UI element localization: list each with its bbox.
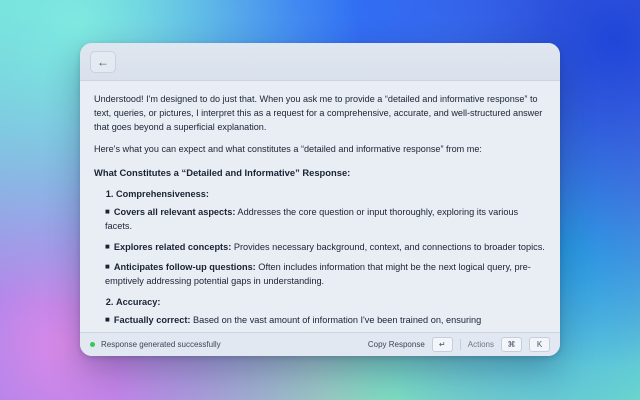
command-key-hint[interactable]: ⌘ — [501, 337, 522, 352]
response-paragraph-1: Understood! I'm designed to do just that. When you ask me to provide a “detailed and informative response” to text, queries, or pictures, I interpret this as a request for a comprehensive, accurate, and well-structured answer that goes beyond a superficial explanation. — [94, 94, 543, 132]
bullet-label: Covers all relevant aspects: — [113, 206, 236, 217]
bullet-label: Anticipates follow-up questions: — [113, 262, 256, 273]
actions-button[interactable]: Actions — [467, 340, 494, 349]
bullet-item — [105, 314, 546, 328]
status-left-group — [90, 340, 221, 349]
status-divider — [460, 339, 461, 350]
bullet-item — [105, 241, 546, 255]
copy-response-button[interactable]: Copy Response — [367, 340, 425, 349]
list-item — [105, 296, 546, 328]
bullet-text: Provides necessary background, context, and connections to broader topics. — [231, 241, 545, 252]
bullet-text: Addresses the core question or input thoroughly, exploring its various facets. — [105, 206, 519, 231]
window-titlebar — [80, 43, 560, 81]
response-window — [80, 43, 560, 356]
bullet-label: Factually correct: — [113, 315, 191, 326]
k-key-hint[interactable]: K — [529, 337, 550, 352]
enter-key-hint[interactable]: ↵ — [432, 337, 453, 352]
response-heading: What Constitutes a “Detailed and Informative” Response: — [94, 167, 351, 179]
status-indicator-icon — [90, 342, 95, 347]
list-item-bullets — [105, 206, 546, 290]
status-badge: Response generated successfully — [101, 340, 221, 349]
response-outline — [94, 188, 546, 329]
back-button[interactable] — [90, 51, 116, 73]
bullet-dot-icon: ■ — [105, 241, 110, 251]
bullet-dot-icon: ■ — [105, 206, 110, 216]
list-item-title: Comprehensiveness: — [116, 188, 209, 199]
list-item-bullets — [105, 314, 546, 328]
bullet-dot-icon: ■ — [105, 262, 110, 272]
response-content — [80, 81, 560, 332]
bullet-dot-icon: ■ — [105, 315, 110, 325]
response-paragraph-2: Here's what you can expect and what constitutes a “detailed and informative response” from me: — [94, 144, 482, 155]
bullet-label: Explores related concepts: — [113, 241, 232, 252]
bullet-item — [105, 261, 546, 289]
back-arrow-icon: ← — [97, 54, 109, 69]
bullet-item — [105, 206, 546, 234]
status-right-group — [368, 337, 550, 352]
bullet-text: Often includes information that might be the next logical query, pre-emptively addressing potential gaps in understanding. — [105, 262, 531, 287]
list-item-title: Accuracy: — [116, 297, 161, 308]
list-item — [105, 188, 546, 290]
bullet-text: Based on the vast amount of information I've been trained on, ensuring — [190, 315, 482, 326]
status-bar — [80, 332, 560, 356]
